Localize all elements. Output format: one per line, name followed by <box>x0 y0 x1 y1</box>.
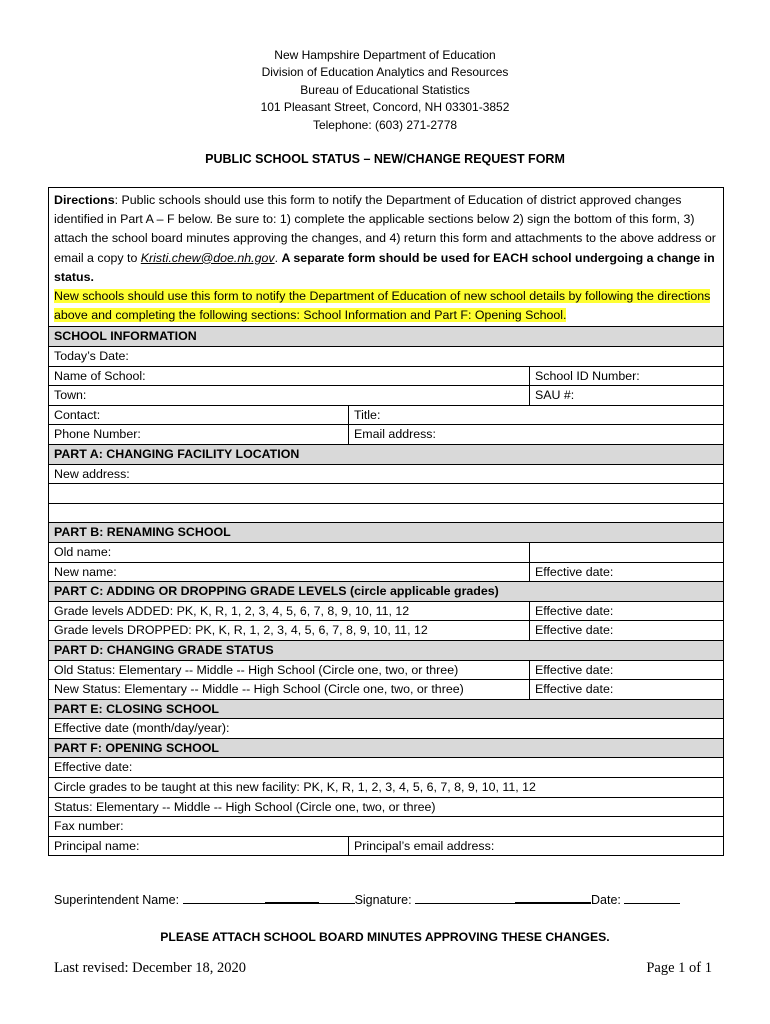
fax-number-field[interactable]: Fax number: <box>49 817 724 837</box>
date-label: Date: <box>591 893 625 907</box>
old-name-field[interactable]: Old name: <box>49 542 530 562</box>
sau-field[interactable]: SAU #: <box>530 386 724 406</box>
part-d-heading: PART D: CHANGING GRADE STATUS <box>49 640 724 660</box>
old-status-effective-date[interactable]: Effective date: <box>530 660 724 680</box>
todays-date-field[interactable]: Today’s Date: <box>49 347 724 367</box>
grades-added-field[interactable]: Grade levels ADDED: PK, K, R, 1, 2, 3, 4, 5, 6, 7, 8, 9, 10, 11, 12 <box>49 601 530 621</box>
signature-blank[interactable] <box>415 892 515 904</box>
part-e-heading: PART E: CLOSING SCHOOL <box>49 699 724 719</box>
letterhead <box>0 47 770 134</box>
new-status-effective-date[interactable]: Effective date: <box>530 680 724 700</box>
old-name-blank[interactable] <box>530 542 724 562</box>
superintendent-name-blank[interactable] <box>183 892 265 904</box>
opening-effective-date-field[interactable]: Effective date: <box>49 758 724 778</box>
closing-effective-date-field[interactable]: Effective date (month/day/year): <box>49 719 724 739</box>
page-number: Page 1 of 1 <box>646 960 712 976</box>
attach-minutes-note: PLEASE ATTACH SCHOOL BOARD MINUTES APPROVING THESE CHANGES. <box>160 930 610 944</box>
rename-effective-date-field[interactable]: Effective date: <box>530 562 724 582</box>
date-blank[interactable] <box>624 892 680 904</box>
title-field[interactable]: Title: <box>349 405 724 425</box>
email-field[interactable]: Email address: <box>349 425 724 445</box>
principal-email-field[interactable]: Principal’s email address: <box>349 836 724 856</box>
last-revised: Last revised: December 18, 2020 <box>54 960 247 976</box>
part-b-heading: PART B: RENAMING SCHOOL <box>49 523 724 543</box>
new-name-field[interactable]: New name: <box>49 562 530 582</box>
new-address-field[interactable]: New address: <box>49 464 724 484</box>
form-title: PUBLIC SCHOOL STATUS – NEW/CHANGE REQUEST FORM <box>205 152 565 166</box>
opening-status-field[interactable]: Status: Elementary -- Middle -- High School (Circle one, two, or three) <box>49 797 724 817</box>
header-telephone: Telephone: (603) 271-2778 <box>312 117 458 132</box>
town-field[interactable]: Town: <box>49 386 530 406</box>
directions-text: : Public schools should use this form to notify the Department of Education of district approved changes identified in Part A – F below. Be sure to: 1) complete the applicable sections below 2) sign the bottom of this form, 3) attach the school board minutes approving the changes, and 4) return this form and attachments to the above address or email a copy to <box>54 193 716 265</box>
header-agency: New Hampshire Department of Education <box>274 48 496 62</box>
request-form-table <box>48 187 724 856</box>
email-link[interactable]: Kristi.chew@doe.nh.gov <box>140 250 275 265</box>
new-status-field[interactable]: New Status: Elementary -- Middle -- High School (Circle one, two, or three) <box>49 680 530 700</box>
part-a-heading: PART A: CHANGING FACILITY LOCATION <box>49 444 724 464</box>
signature-label: Signature: <box>354 893 416 907</box>
header-division: Division of Education Analytics and Resources <box>261 65 509 80</box>
separate-form-note: A separate form should be used for EACH school undergoing a change in status. <box>54 250 715 284</box>
school-info-heading: SCHOOL INFORMATION <box>49 327 724 347</box>
school-name-field[interactable]: Name of School: <box>49 366 530 386</box>
grades-dropped-field[interactable]: Grade levels DROPPED: PK, K, R, 1, 2, 3, 4, 5, 6, 7, 8, 9, 10, 11, 12 <box>49 621 530 641</box>
old-status-field[interactable]: Old Status: Elementary -- Middle -- High School (Circle one, two, or three) <box>49 660 530 680</box>
new-facility-grades-field[interactable]: Circle grades to be taught at this new facility: PK, K, R, 1, 2, 3, 4, 5, 6, 7, 8, 9, 10, 11, 12 <box>49 778 724 798</box>
grades-dropped-effective-date[interactable]: Effective date: <box>530 621 724 641</box>
phone-field[interactable]: Phone Number: <box>49 425 349 445</box>
part-c-heading: PART C: ADDING OR DROPPING GRADE LEVELS (circle applicable grades) <box>49 582 724 602</box>
directions-label: Directions <box>54 193 115 207</box>
superintendent-label: Superintendent Name: <box>54 893 183 907</box>
new-school-highlight: New schools should use this form to notify the Department of Education of new school details by following the directions above and completing the following sections: School Information and Part F: Opening School. <box>54 289 711 323</box>
new-address-line-3[interactable] <box>49 503 724 523</box>
principal-name-field[interactable]: Principal name: <box>49 836 349 856</box>
header-bureau: Bureau of Educational Statistics <box>300 82 470 97</box>
signature-line <box>54 891 719 907</box>
header-address: 101 Pleasant Street, Concord, NH 03301-3852 <box>260 100 510 115</box>
contact-field[interactable]: Contact: <box>49 405 349 425</box>
school-id-field[interactable]: School ID Number: <box>530 366 724 386</box>
new-address-line-2[interactable] <box>49 484 724 504</box>
grades-added-effective-date[interactable]: Effective date: <box>530 601 724 621</box>
directions-cell: Directions: Public schools should use this form to notify the Department of Education of district approved changes identified in Part A – F below. Be sure to: 1) complete the applicable sections below 2) sign the bottom of this form, 3) attach the school board minutes approving the changes, and 4) return this form and attachments to the above address or email a copy to Kristi.chew@doe.nh.gov. A separate form should be used for EACH school undergoing a change in status. New schools should use this form to notify the Department of Education of new school details by following the directions above and completing the following sections: School Information and Part F: Opening School. <box>49 188 724 327</box>
part-f-heading: PART F: OPENING SCHOOL <box>49 738 724 758</box>
